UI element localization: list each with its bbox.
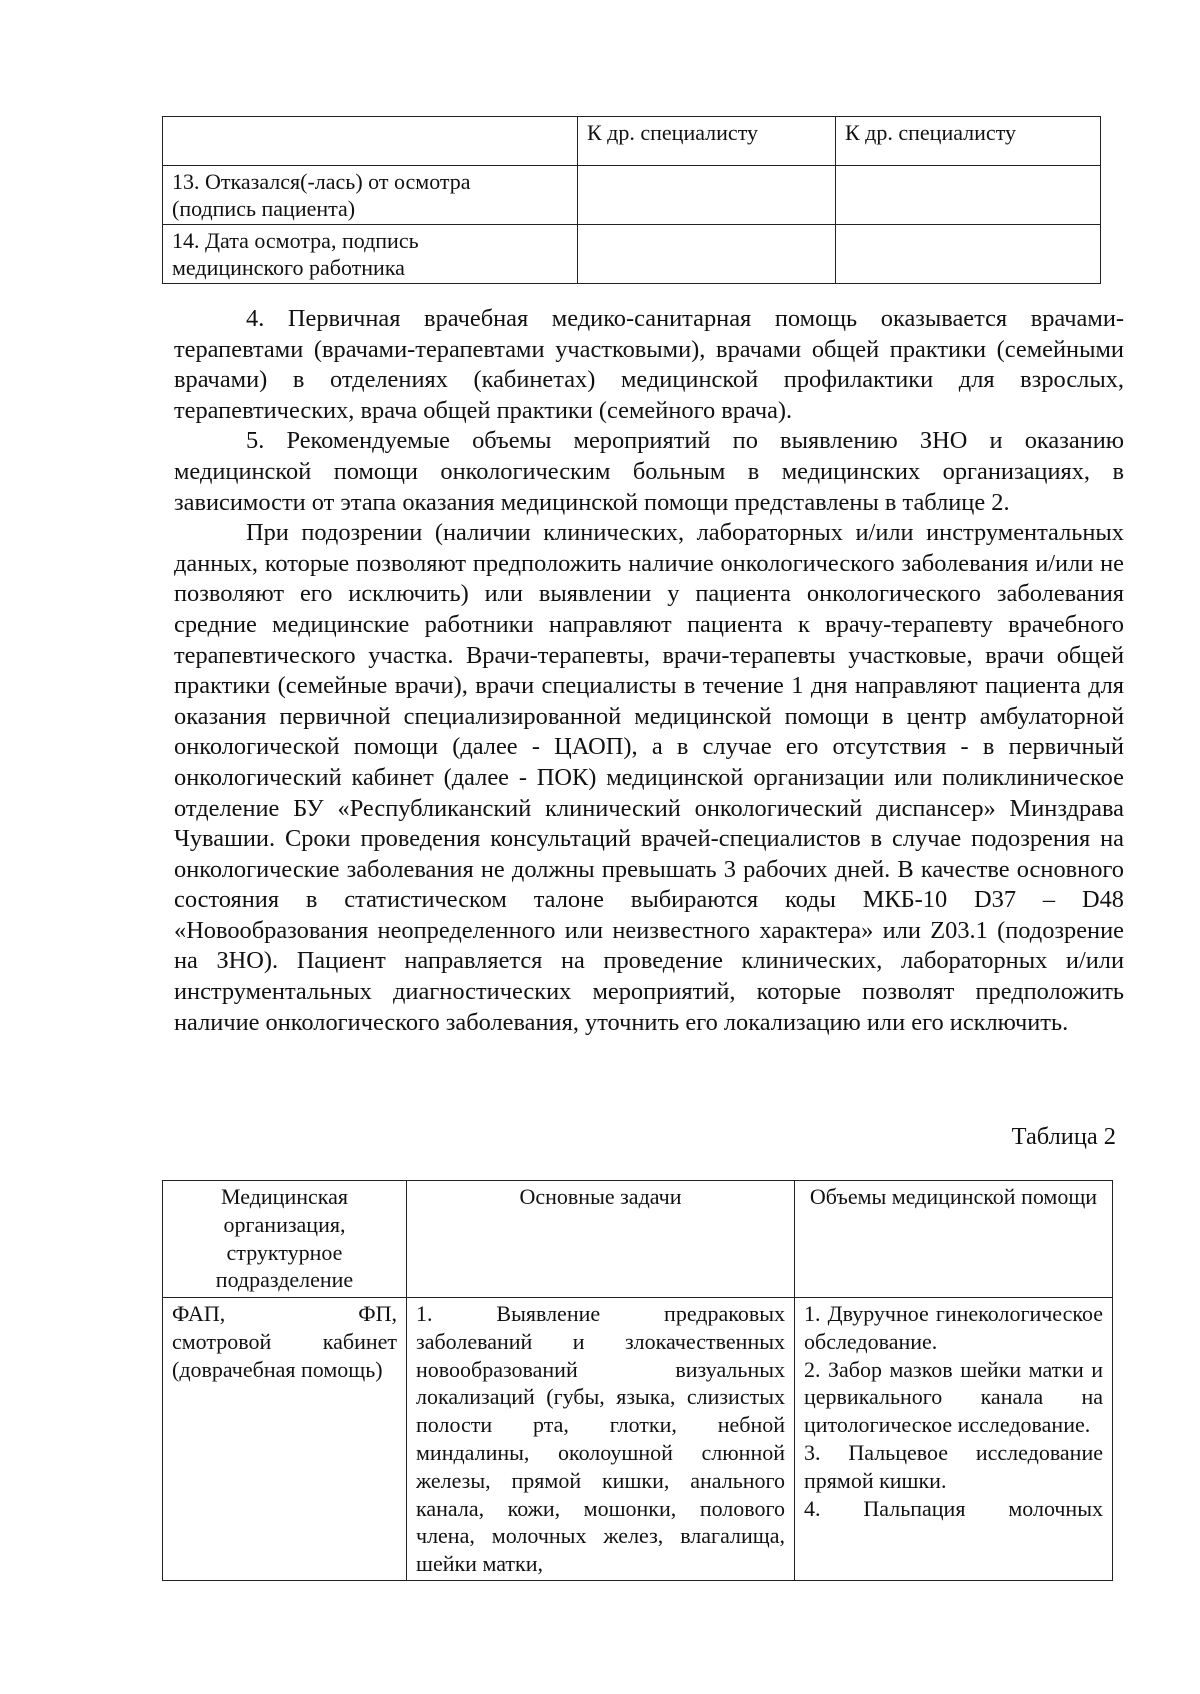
table-cell bbox=[163, 1298, 407, 1581]
table-header-cell: Медицинская организация, структурное подразделение bbox=[163, 1181, 407, 1298]
table-caption: Таблица 2 bbox=[1011, 1123, 1116, 1150]
table-cell bbox=[836, 166, 1101, 225]
row-label-line: 13. Отказался(-лась) от осмотра bbox=[172, 169, 471, 194]
table-cell bbox=[163, 117, 578, 166]
table-cell bbox=[795, 1298, 1113, 1581]
row-label-line: медицинского работника bbox=[172, 255, 405, 280]
list-item: 4. Пальпация молочных bbox=[804, 1495, 1103, 1521]
referral-table bbox=[162, 116, 1101, 284]
cell-line: ФАП, ФП, bbox=[172, 1301, 397, 1326]
table-cell bbox=[578, 225, 836, 284]
table-row bbox=[163, 1298, 1113, 1581]
paragraph-suspicion: При подозрении (наличии клинических, лабораторных и/или инструментальных данных, которые позволяют предположить наличие онкологического заболевания и/или не позволяют его исключить) или выявлении у пациента онкологического заболевания средние медицинские работники направляют пациента к врачу-терапевту врачебного терапевтического участка. Врачи-терапевты, врачи-терапевты участковые, врачи общей практики (семейные врачи), врачи специалисты в течение 1 дня направляют пациента для оказания первичной специализированной медицинской помощи в центр амбулаторной онкологической помощи (далее - ЦАОП), а в случае его отсутствия - в первичный онкологический кабинет (далее - ПОК) медицинской организации или поликлиническое отделение БУ «Республиканский клинический онкологический диспансер» Минздрава Чувашии. Сроки проведения консультаций врачей-специалистов в случае подозрения на онкологические заболевания не должны превышать 3 рабочих дней. В качестве основного состояния в статистическом талоне выбираются коды МКБ-10 D37 – D48 «Новообразования неопределенного или неизвестного характера» или Z03.1 (подозрение на ЗНО). Пациент направляется на проведение клинических, лабораторных и/или инструментальных диагностических мероприятий, которые позволят предположить наличие онкологического заболевания, уточнить его локализацию или его исключить. bbox=[174, 519, 1124, 1036]
paragraph-4: 4. Первичная врачебная медико-санитарная помощь оказывается врачами-терапевтами (врачами-терапевтами участковыми), врачами общей практики (семейными врачами) в отделениях (кабинетах) медицинской профилактики для взрослых, терапевтических, врача общей практики (семейного врача). bbox=[174, 305, 1124, 424]
list-item: 1. Двуручное гинекологическое обследование. bbox=[804, 1301, 1103, 1354]
table-header-cell: К др. специалисту bbox=[836, 117, 1101, 166]
table-cell: 1. Выявление предраковых заболеваний и злокачественных новообразований визуальных локализаций (губы, языка, слизистых полости рта, глотки, небной миндалины, околоушной слюнной железы, прямой кишки, анального канала, кожи, мошонки, полового члена, молочных желез, влагалища, шейки матки, bbox=[407, 1298, 795, 1581]
table-cell bbox=[578, 166, 836, 225]
table-cell bbox=[163, 225, 578, 284]
row-label-line: (подпись пациента) bbox=[172, 196, 356, 221]
table-row bbox=[163, 117, 1101, 166]
table-header-cell: Основные задачи bbox=[407, 1181, 795, 1298]
table-row bbox=[163, 166, 1101, 225]
table-row bbox=[163, 225, 1101, 284]
body-text bbox=[174, 304, 1124, 1038]
cell-text: смотровой кабинет (доврачебная помощь) bbox=[172, 1328, 397, 1382]
paragraph-5: 5. Рекомендуемые объемы мероприятий по выявлению ЗНО и оказанию медицинской помощи онкологическим больным в медицинских организациях, в зависимости от этапа оказания медицинской помощи представлены в таблице 2. bbox=[174, 427, 1124, 516]
table-cell bbox=[163, 166, 578, 225]
row-label-line: 14. Дата осмотра, подпись bbox=[172, 228, 419, 253]
list-item: 3. Пальцевое исследование прямой кишки. bbox=[804, 1439, 1103, 1493]
table-row bbox=[163, 1181, 1113, 1298]
medical-care-table bbox=[162, 1180, 1113, 1581]
list-item: 2. Забор мазков шейки матки и цервикального канала на цитологическое исследование. bbox=[804, 1356, 1103, 1438]
table-header-cell: Объемы медицинской помощи bbox=[795, 1181, 1113, 1298]
table-header-cell: К др. специалисту bbox=[578, 117, 836, 166]
table-cell bbox=[836, 225, 1101, 284]
